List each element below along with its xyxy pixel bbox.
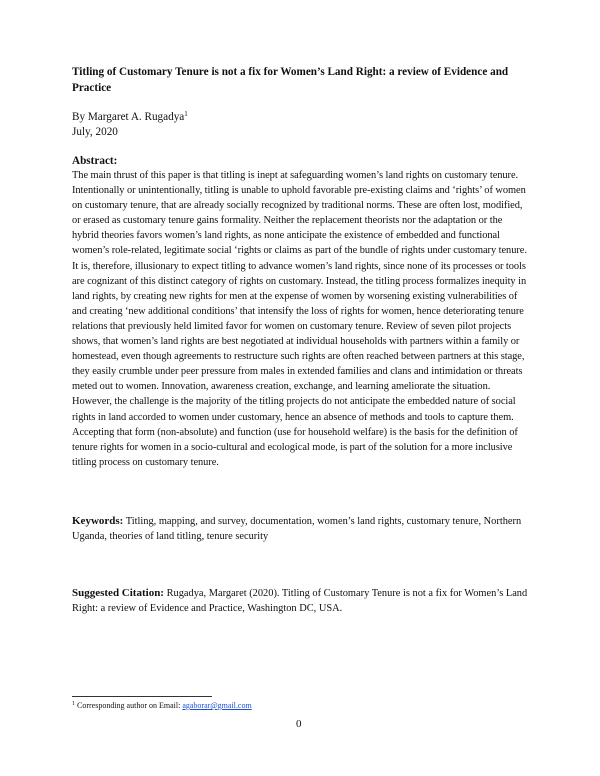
paper-title: Titling of Customary Tenure is not a fix for Women’s Land Right: a review of Evidence and Practice — [72, 66, 509, 94]
author-email-link[interactable]: agaborar@gmail.com — [182, 701, 252, 710]
publication-date: July, 2020 — [72, 126, 118, 138]
keywords-paragraph — [72, 514, 528, 544]
keywords-label: Keywords: — [72, 515, 124, 527]
citation-label: Suggested Citation: — [72, 587, 164, 599]
abstract-heading: Abstract: — [72, 155, 118, 167]
footnote-divider — [72, 696, 212, 697]
author-name: By Margaret A. Rugadya — [72, 111, 185, 123]
author-footnote-mark: 1 — [184, 110, 188, 118]
page-number: 0 — [296, 718, 302, 730]
keywords-text: Titling, mapping, and survey, documentation, women’s land rights, customary tenure, Northern Uganda, theories of land titling, tenure security — [72, 516, 522, 542]
author-line — [72, 110, 188, 125]
footnote — [72, 700, 252, 711]
footnote-mark: 1 — [72, 701, 75, 707]
citation-paragraph — [72, 586, 528, 616]
citation-text: Rugadya, Margaret (2020). Titling of Customary Tenure is not a fix for Women’s Land Right: a review of Evidence and Practice, Washington DC, USA. — [72, 588, 528, 614]
footnote-text: Corresponding author on Email: — [75, 701, 183, 710]
abstract-text: The main thrust of this paper is that titling is inept at safeguarding women’s land rights on customary tenure. Intentionally or unintentionally, titling is unable to uphold favorable pre-existing claims and ‘rights’ of women on customary tenure, that are already socially recognized by traditional norms. These are often lost, modified, or erased as customary tenure gains formality. Neither the replacement theorists nor the adaptation or the hybrid theories favors women’s land rights, as none anticipate the existence of embedded and functional women’s role-related, legitimate social ‘rights or claims as part of the bundle of rights under customary tenure. It is, therefore, illusionary to expect titling to advance women’s land rights, since none of its processes or tools are cognizant of this distinct category of rights on customary. Instead, the titling process formalizes inequity in land rights, by creating new rights for men at the expense of women by worsening existing vulnerabilities of and creating ‘new additional conditions’ that intensify the loss of rights for women, hence deteriorating tenure relations that previously held limited favor for women on customary tenure. Review of seven pilot projects shows, that women’s land rights are best negotiated at individual households with partners within a family or homestead, even though agreements to restructure such rights are often reached between partners at this stage, they easily crumble under peer pressure from males in extended families and clans and intimidation or threats meted out to women. Innovation, awareness creation, exchange, and learning ameliorate the situation. However, the challenge is the majority of the titling projects do not anticipate the embedded nature of social rights in land accorded to women under customary, hence an absence of methods and tools to capture them. Accepting that form (non-absolute) and function (use for household welfare) is the basis for the definition of tenure rights for women in a socio-cultural and ecological mode, is part of the solution for a more inclusive titling process on customary tenure. — [72, 170, 527, 468]
